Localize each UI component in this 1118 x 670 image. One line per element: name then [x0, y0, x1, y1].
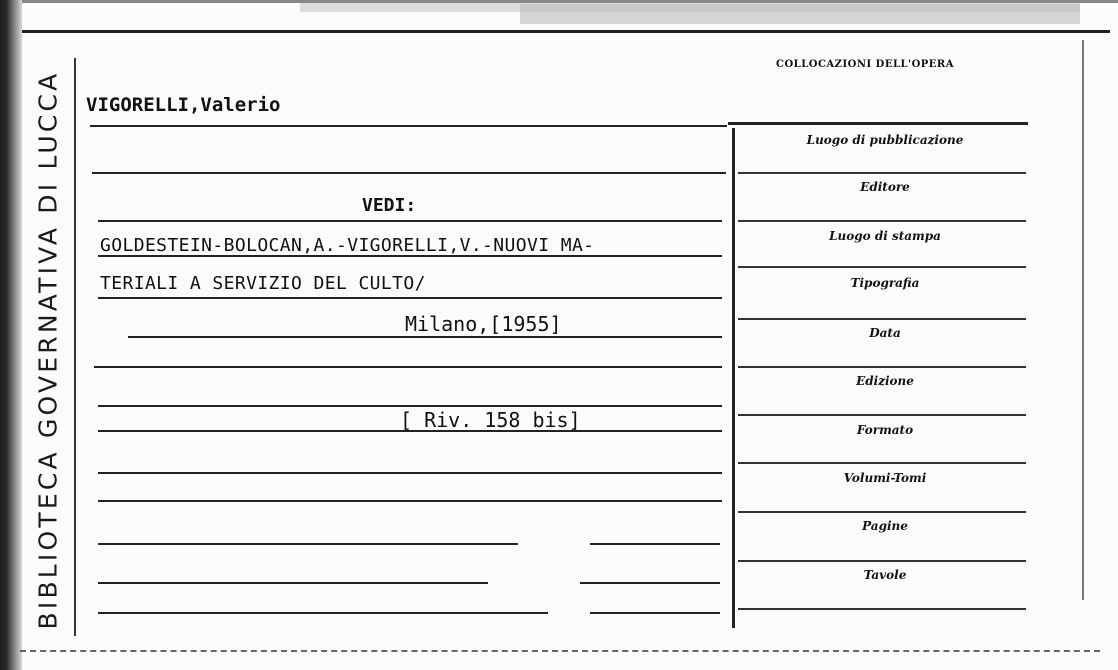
ruled-line: [590, 612, 720, 614]
ruled-line: [98, 405, 722, 407]
left-margin-line: [74, 58, 76, 636]
author-heading: VIGORELLI,Valerio: [86, 94, 281, 116]
ruled-line: [98, 582, 488, 584]
field-line: [738, 414, 1026, 416]
field-volumi-tomi: Volumi-Tomi: [843, 471, 927, 485]
ruled-line: [92, 172, 726, 174]
field-luogo-stampa: Luogo di stampa: [829, 229, 941, 243]
card-top-edge: [0, 0, 1118, 34]
ruled-line: [128, 336, 722, 338]
title-line-2: TERIALI A SERVIZIO DEL CULTO/: [100, 273, 426, 294]
field-luogo-pubblicazione: Luogo di pubblicazione: [806, 133, 964, 147]
ruled-line: [590, 543, 720, 545]
field-line: [738, 608, 1026, 610]
ruled-line: [98, 500, 722, 502]
ruled-line: [98, 472, 722, 474]
field-line: [738, 172, 1026, 174]
vedi-label: VEDI:: [362, 195, 417, 216]
field-line: [738, 318, 1026, 320]
field-line: [738, 511, 1026, 513]
field-line: [738, 462, 1026, 464]
field-tipografia: Tipografia: [850, 276, 920, 290]
library-stamp: BIBLIOTECA GOVERNATIVA DI LUCCA: [33, 70, 63, 630]
shelfmark: [ Riv. 158 bis]: [400, 408, 581, 432]
field-line: [738, 266, 1026, 268]
ruled-line: [580, 582, 720, 584]
field-formato: Formato: [856, 423, 914, 437]
field-data: Data: [869, 326, 901, 340]
field-line: [738, 366, 1026, 368]
field-line: [738, 220, 1026, 222]
scan-noise-band: [0, 0, 1118, 34]
ruled-line: [98, 543, 518, 545]
field-edizione: Edizione: [856, 374, 914, 388]
ruled-line: [98, 220, 722, 222]
ruled-line: [98, 612, 548, 614]
field-pagine: Pagine: [862, 519, 908, 533]
place-date: Milano,[1955]: [405, 312, 562, 336]
ruled-line: [94, 366, 722, 368]
top-border-line: [20, 30, 1110, 33]
title-line-1: GOLDESTEIN-BOLOCAN,A.-VIGORELLI,V.-NUOVI MA-: [100, 235, 595, 256]
left-dark-edge: [0, 0, 22, 670]
table-top-line: [728, 122, 1028, 125]
collocation-header: COLLOCAZIONI DELL'OPERA: [776, 59, 954, 70]
field-tavole: Tavole: [863, 568, 907, 582]
right-edge-line: [1082, 40, 1084, 600]
table-left-line: [732, 128, 735, 628]
field-line: [738, 560, 1026, 562]
ruled-line: [90, 125, 727, 127]
bottom-dashed-edge: [20, 650, 1100, 652]
ruled-line: [98, 297, 722, 299]
field-editore: Editore: [860, 180, 910, 194]
